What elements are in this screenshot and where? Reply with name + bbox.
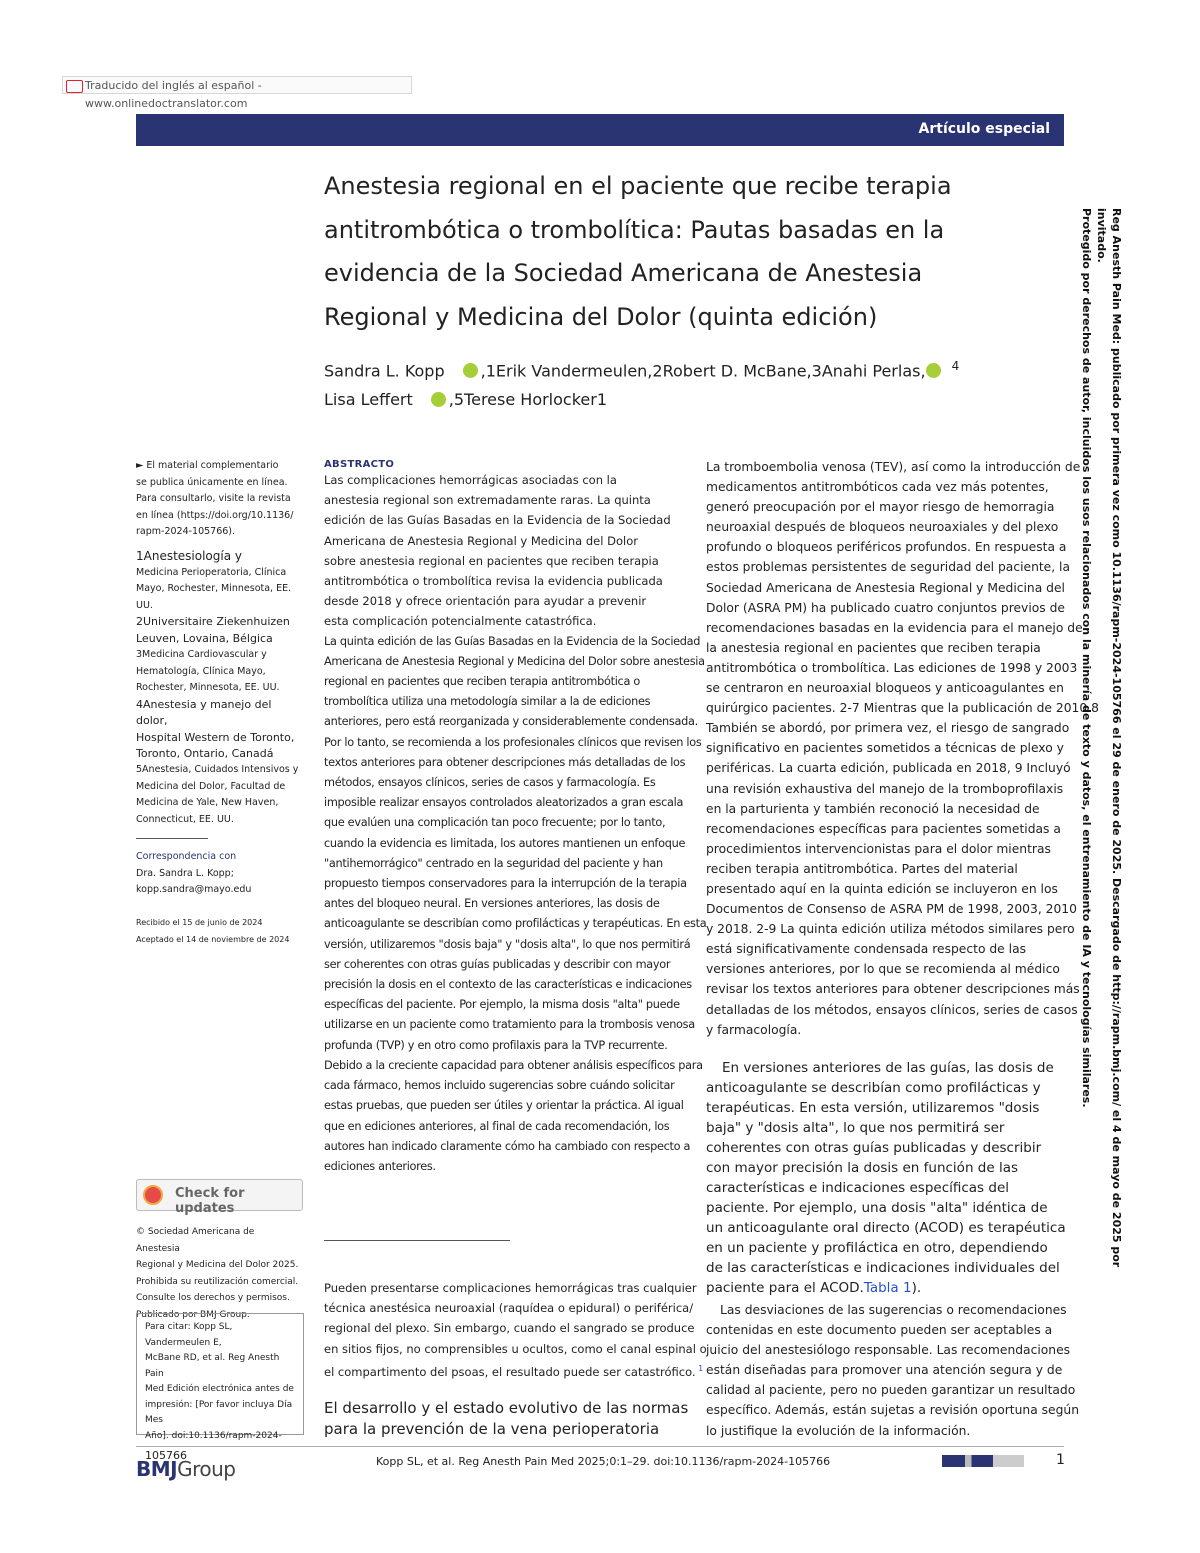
abstract-line: específicas del paciente. Por ejemplo, la misma dosis "alta" puede <box>324 998 680 1012</box>
abstract-line: métodos, ensayos clínicos, series de casos y farmacología. Es <box>324 776 656 790</box>
abstract-line: imposible realizar ensayos controlados aleatorizados a gran escala <box>324 796 684 810</box>
abstract-line: La quinta edición de las Guías Basadas en la Evidencia de la Sociedad <box>324 634 701 648</box>
affiliation-line: Medicina de Yale, New Haven, <box>136 797 279 808</box>
correspondence-email[interactable]: kopp.sandra@mayo.edu <box>136 884 252 895</box>
article-dates <box>136 915 306 948</box>
body-line: Sociedad Americana de Anestesia Regional y Medicina del <box>706 580 1065 595</box>
body-line: calidad al paciente, pero no pueden garantizar un resultado <box>706 1383 1076 1398</box>
author-names: ,5Terese Horlocker1 <box>448 390 608 410</box>
copyright-line: Regional y Medicina del Dolor 2025. <box>136 1260 299 1270</box>
affiliation-line: UU. <box>136 599 153 611</box>
affiliation-line: Medicina del Dolor, Facultad de <box>136 780 286 792</box>
affiliation-line: Toronto, Ontario, Canadá <box>136 747 274 760</box>
supplementary-note <box>136 458 296 541</box>
abstract-line: antes del bloqueo neural. En versiones anteriores, las dosis de <box>324 897 660 911</box>
orcid-icon[interactable] <box>463 363 478 378</box>
abstract-line: "antihemorrágico" centrado en la seguridad del paciente y han <box>324 856 663 870</box>
body-line: en un paciente y profiláctica en otro, dependiendo <box>706 1240 1048 1256</box>
body-line: paciente. Por ejemplo, una dosis "alta" idéntica de <box>706 1200 1048 1216</box>
page-number: 1 <box>1056 1452 1065 1468</box>
copyright-line: © Sociedad Americana de Anestesia <box>136 1227 255 1254</box>
citation-box <box>136 1313 304 1462</box>
affiliation-line: Leuven, Lovaina, Bélgica <box>136 631 273 645</box>
copyright-line[interactable]: Consulte los derechos y permisos. <box>136 1293 290 1303</box>
abstract-line: cuando la evidencia es limitada, los autores mantienen un enfoque <box>324 836 686 850</box>
abstract-line: que evalúen una complicación tan poco frecuente; por lo tanto, <box>324 816 666 830</box>
body-line: periféricas. La cuarta edición, publicada en 2018, 9 Incluyó <box>706 761 1071 776</box>
body-line: estos problemas persistentes de seguridad del paciente, la <box>706 560 1071 575</box>
cite-line: impresión: [Por favor incluya Día Mes <box>145 1399 293 1425</box>
abstract-line: anteriores, pero está reorganizada y considerablemente condensada. <box>324 715 698 729</box>
author-name[interactable]: Lisa Leffert <box>324 390 413 410</box>
body-line: versiones anteriores, por lo que se recomienda al médico <box>706 962 1060 977</box>
section-heading <box>324 1398 694 1440</box>
cite-line: McBane RD, et al. Reg Anesth Pain <box>145 1353 280 1379</box>
title-line: Regional y Medicina del Dolor (quinta edición) <box>324 302 878 331</box>
abstract-line: autores han indicado claramente cómo ha cambiado con respecto a <box>324 1139 691 1153</box>
affiliations <box>136 548 301 763</box>
reference-link[interactable]: 1 <box>695 1363 704 1373</box>
body-line: están diseñadas para promover una atención segura y de <box>706 1363 1063 1378</box>
affiliation-line: Medicina Perioperatoria, Clínica <box>136 566 287 578</box>
body-line: profundo o bloqueos periféricos profundos. En respuesta a <box>706 540 1067 555</box>
abstract-line: Americana de Anestesia Regional y Medicina del Dolor sobre anestesia <box>324 654 705 668</box>
body-line: revisar los textos anteriores para obtener descripciones más <box>706 982 1080 997</box>
body-paragraph <box>706 1058 1066 1298</box>
abstract-line: antitrombótica o trombolítica revisa la evidencia publicada <box>324 574 663 589</box>
cite-line: Med Edición electrónica antes de <box>145 1384 294 1394</box>
title-line: Anestesia regional en el paciente que recibe terapia <box>324 172 952 200</box>
brand-text: BMJ <box>136 1457 178 1481</box>
copyright-line: Protegido por derechos de autor, incluidos los usos relacionados con la minería de texto y datos, el entrenamiento de IA y tecnologías similares. <box>1080 208 1093 1108</box>
abstract-line: edición de las Guías Basadas en la Evidencia de la Sociedad <box>324 513 671 528</box>
note-line: Para consultarlo, visite la revista <box>136 493 291 504</box>
sidebar-divider <box>136 838 208 839</box>
abstract-line: versión, utilizaremos "dosis baja" y "dosis alta", lo que nos permitirá <box>324 937 691 951</box>
footer-divider <box>136 1446 1064 1447</box>
body-line: En versiones anteriores de las guías, las dosis de <box>722 1060 1054 1076</box>
abstract <box>324 459 707 1177</box>
intro-line: técnica anestésica neuroaxial (raquídea o epidural) o periférica/ <box>324 1301 694 1316</box>
affiliation-line: Hospital Western de Toronto, <box>136 730 295 744</box>
abstract-line: propuesto tiempos conservadores para la interrupción de la terapia <box>324 877 687 891</box>
body-line: y farmacología. <box>706 1022 802 1037</box>
body-line: la anestesia regional en pacientes que reciben terapia <box>706 640 1041 655</box>
abstract-line: Las complicaciones hemorrágicas asociadas con la <box>324 473 617 487</box>
update-label: Check for updates <box>175 1186 245 1216</box>
body-line: También se abordó, por primera vez, el riesgo de sangrado <box>706 721 1070 736</box>
intro-paragraph <box>324 1278 707 1382</box>
body-line: un anticoagulante oral directo (ACOD) es terapéutica <box>706 1220 1066 1236</box>
abstract-line: anticoagulante se describían como profilácticas y terapéuticas. En esta <box>324 917 707 931</box>
author-list <box>324 352 1024 414</box>
abstract-line: Por lo tanto, se recomienda a los profesionales clínicos que revisen los <box>324 735 702 749</box>
note-line[interactable]: en línea (https://doi.org/10.1136/ <box>136 509 294 521</box>
body-line: y 2018. 2-9 La quinta edición utiliza métodos similares pero <box>706 922 1075 937</box>
note-line: se publica únicamente en línea. <box>136 476 288 488</box>
abstract-line: esta complicación potencialmente catastrófica. <box>324 614 597 629</box>
abstract-heading: ABSTRACTO <box>324 459 395 470</box>
abstract-line: trombolítica utiliza una metodología similar a la de ediciones <box>324 695 651 709</box>
correspondence-heading: Correspondencia con <box>136 851 237 862</box>
correspondence <box>136 849 301 899</box>
body-line: una revisión exhaustiva del manejo de la tromboprofilaxis <box>706 781 1064 796</box>
title-line: evidencia de la Sociedad Americana de Anestesia <box>324 259 923 287</box>
affiliation-line: Mayo, Rochester, Minnesota, EE. <box>136 583 292 594</box>
section-heading-line: para la prevención de la vena perioperatoria <box>324 1420 660 1438</box>
note-line[interactable]: rapm-2024-105766). <box>136 526 236 537</box>
body-line: coherentes con otras guías publicadas y describir <box>706 1140 1042 1156</box>
body-line: de las características e indicaciones individuales del <box>706 1260 1060 1276</box>
orcid-icon[interactable] <box>926 363 941 378</box>
abstract-line: anestesia regional son extremadamente raras. La quinta <box>324 493 651 508</box>
body-line: generó preocupación por el mayor riesgo de hemorragia <box>706 500 1055 515</box>
check-for-updates-button[interactable] <box>136 1179 303 1216</box>
body-line: características e indicaciones específicas del <box>706 1180 1010 1196</box>
body-line: antitrombótica o trombolítica. Las ediciones de 1998 y 2003 <box>706 660 1078 675</box>
body-line: recomendaciones específicas para pacientes sometidas a <box>706 821 1061 836</box>
abstract-line: Debido a la creciente capacidad para obtener análisis específicos para <box>324 1058 703 1072</box>
abstract-line: precisión la dosis en el contexto de las características e indicaciones <box>324 978 692 992</box>
accepted-date: Aceptado el 14 de noviembre de 2024 <box>136 934 290 944</box>
abstract-line: profunda (TVP) y en otro como profilaxis para la TVP recurrente. <box>324 1038 668 1052</box>
affiliation-line: 3Medicina Cardiovascular y <box>136 649 267 660</box>
abstract-line: Americana de Anestesia Regional y Medicina del Dolor <box>324 533 638 548</box>
body-line: baja" y "dosis alta", lo que nos permitirá ser <box>706 1120 1005 1136</box>
column-divider <box>324 1240 510 1241</box>
body-line: medicamentos antitrombóticos cada vez más potentes, <box>706 480 1049 495</box>
translate-icon <box>66 80 83 93</box>
body-line: neuroaxial después de bloqueos neuroaxiales y del plexo <box>706 520 1059 535</box>
abstract-line: textos anteriores para obtener descripciones más detalladas de los <box>324 755 686 769</box>
body-line: significativo en pacientes sometidos a técnicas de plexo y <box>706 741 1064 756</box>
affiliation-line: Rochester, Minnesota, EE. UU. <box>136 682 280 693</box>
download-notice <box>1080 208 1124 1318</box>
body-line: Dolor (ASRA PM) ha publicado cuatro conjuntos previos de <box>706 600 1065 615</box>
copyright-notice <box>136 1224 301 1323</box>
received-date: Recibido el 15 de junio de 2024 <box>136 918 263 927</box>
orcid-icon[interactable] <box>431 392 446 407</box>
affiliation-5 <box>136 762 301 828</box>
update-icon <box>143 1185 163 1205</box>
body-line: juicio del anestesiólogo responsable. Las recomendaciones <box>706 1343 1071 1358</box>
author-names: ,1Erik Vandermeulen,2Robert D. McBane,3Anahi Perlas, <box>480 361 926 381</box>
affiliation-line: Hematología, Clínica Mayo, <box>136 665 266 677</box>
body-line: reciben terapia antitrombótica. Partes del material <box>706 861 1018 876</box>
affiliation-line: 4Anestesia y manejo del dolor, <box>136 697 272 727</box>
affiliation-line: 5Anestesia, Cuidados Intensivos y <box>136 764 299 775</box>
abstract-line: ediciones anteriores. <box>324 1159 436 1173</box>
abstract-line: regional en pacientes que reciben terapia antitrombótica o <box>324 675 640 689</box>
copyright-line: Prohibida su reutilización comercial. <box>136 1276 299 1287</box>
journal-logo[interactable] <box>942 1455 1024 1467</box>
body-line: detalladas de los métodos, ensayos clínicos, series de casos <box>706 1002 1078 1017</box>
abstract-paragraph <box>324 632 707 1177</box>
author-name[interactable]: Sandra L. Kopp <box>324 361 445 381</box>
affiliation-line: 1Anestesiología y <box>136 549 242 563</box>
intro-line: en sitios fijos, no comprensibles u ocultos, como el canal espinal o <box>324 1341 707 1356</box>
body-line: se centraron en neuroaxial bloqueos y anticoagulantes en <box>706 681 1064 696</box>
intro-line: el compartimento del psoas, el resultado puede ser catastrófico. $^1$ <box>324 1363 704 1379</box>
bmj-logo[interactable] <box>136 1457 235 1481</box>
cite-line: Año]. doi:10.1136/rapm-2024- <box>145 1430 282 1441</box>
body-line: lo justifique la evolución de la información. <box>706 1423 971 1438</box>
body-line: La tromboembolia venosa (TEV), así como la introducción de <box>706 460 1081 474</box>
brand-text-secondary: Group <box>177 1457 236 1481</box>
abstract-line: estas pruebas, que pueden ser útiles y orientar la práctica. Al igual <box>324 1099 684 1113</box>
body-line: paciente para el ACOD.Tabla 1). <box>706 1280 922 1296</box>
article-type-label: Artículo especial <box>918 121 1050 137</box>
copyright-line: Publicado por BMJ Group. <box>136 1309 250 1320</box>
abstract-line: utilizarse en un paciente como tratamiento para la trombosis venosa <box>324 1018 695 1032</box>
note-line: ► El material complementario <box>136 460 279 471</box>
body-line: anticoagulante se describían como profilácticas y <box>706 1080 1041 1096</box>
body-line: específico. Además, están sujetas a revisión oportuna según <box>706 1403 1080 1418</box>
body-line: está significativamente condensada respecto de las <box>706 942 1027 957</box>
body-line: en la parturienta y también reconoció la necesidad de <box>706 801 1040 816</box>
abstract-line: que en ediciones anteriores, al final de cada recomendación, los <box>324 1119 670 1133</box>
body-line: Documentos de Consenso de ASRA PM de 1998, 2003, 2010 <box>706 902 1077 917</box>
body-line: quirúrgico pacientes. 2-7 Mientras que la publicación de 2010 8 <box>706 701 1099 716</box>
abstract-line: desde 2018 y ofrece orientación para ayudar a prevenir <box>324 594 647 609</box>
footer-citation: Kopp SL, et al. Reg Anesth Pain Med 2025;0:1–29. doi:10.1136/rapm-2024-105766 <box>376 1455 831 1468</box>
abstract-paragraph <box>324 470 689 632</box>
body-paragraph <box>706 1300 1080 1441</box>
article-title <box>324 165 1024 339</box>
translator-notice[interactable] <box>62 76 412 110</box>
abstract-line: cada fármaco, hemos incluido sugerencias sobre cuándo solicitar <box>324 1079 675 1093</box>
title-line: antitrombótica o trombolítica: Pautas basadas en la <box>324 215 945 244</box>
abstract-line: sobre anestesia regional en pacientes que reciben terapia <box>324 553 659 568</box>
section-heading-line: El desarrollo y el estado evolutivo de las normas <box>324 1399 689 1417</box>
download-line[interactable]: Reg Anesth Pain Med: publicado por primera vez como 10.1136/rapm-2024-105766 el 29 de enero de 2025. Descargado de http://rapm.bmj.com/ el 4 de mayo de 2025 por invitado. <box>1095 208 1123 1268</box>
cite-line: Para citar: Kopp SL, Vandermeulen E, <box>145 1322 233 1348</box>
intro-line: regional del plexo. Sin embargo, cuando el sangrado se produce <box>324 1321 695 1336</box>
body-line: recomendaciones basadas en la evidencia para el manejo de <box>706 620 1083 635</box>
author-superscript: 4 <box>951 359 960 373</box>
cite-line: 105766 <box>145 1449 187 1462</box>
table-link[interactable]: Tabla 1 <box>863 1280 912 1296</box>
translator-text: Traducido del inglés al español - www.onlinedoctranslator.com <box>85 79 262 110</box>
correspondence-name: Dra. Sandra L. Kopp; <box>136 867 234 879</box>
body-line: Las desviaciones de las sugerencias o recomendaciones <box>720 1303 1067 1317</box>
body-line: presentado aquí en la quinta edición se incluyeron en los <box>706 881 1058 896</box>
body-line: terapéuticas. En esta versión, utilizaremos "dosis <box>706 1100 1040 1116</box>
abstract-line: ser coherentes con otras guías publicadas y describir con mayor <box>324 957 671 971</box>
body-line: procedimientos intervencionistas para el dolor mientras <box>706 841 1051 856</box>
body-line: con mayor precisión la dosis en función de las <box>706 1160 1019 1176</box>
affiliation-line: 2Universitaire Ziekenhuizen <box>136 615 290 628</box>
affiliation-line: Connecticut, EE. UU. <box>136 813 234 825</box>
intro-line: Pueden presentarse complicaciones hemorrágicas tras cualquier <box>324 1281 697 1295</box>
article-type-banner <box>136 114 1064 146</box>
body-line: contenidas en este documento pueden ser aceptables a <box>706 1323 1053 1338</box>
